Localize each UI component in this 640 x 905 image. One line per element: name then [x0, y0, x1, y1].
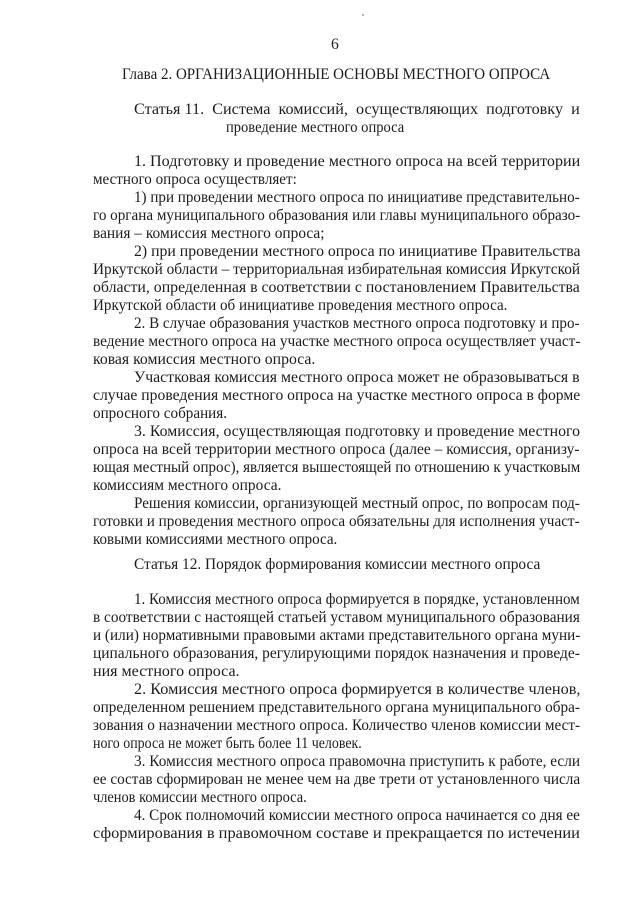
article-12-text-line: в соответствии с настоящей статьей уставом муниципального образования: [93, 609, 580, 626]
article-11-text-line: 2. В случае образования участков местного опроса подготовку и про-: [134, 315, 580, 332]
article-12-text-line: 4. Срок полномочий комиссии местного опроса начинается со дня ее: [134, 807, 580, 824]
article-12-text-line: ного опроса не может быть более 11 человек.: [93, 735, 362, 752]
article-12-text-line: зования о назначении местного опроса. Количество членов комиссии мест-: [93, 717, 581, 734]
article-12-text-line: 3. Комиссия местного опроса правомочна приступить к работе, если: [134, 753, 581, 770]
article-11-heading-line: проведение местного опроса: [226, 119, 405, 136]
article-11-text-line: 1) при проведении местного опроса по инициативе представительно-: [134, 189, 580, 206]
article-12-text-line: ципального образования, регулирующими порядок назначения и проведе-: [93, 645, 580, 662]
article-11-text-line: вания – комиссия местного опроса;: [93, 225, 325, 242]
article-11-text-line: готовки и проведения местного опроса обязательны для исполнения участ-: [93, 513, 580, 530]
page-number: 6: [331, 36, 339, 53]
article-11-text-line: области, определенная в соответствии с постановлением Правительства: [93, 279, 580, 296]
article-11-text-line: Участковая комиссия местного опроса может не образовываться в: [134, 369, 580, 386]
article-11-text-line: Решения комиссии, организующей местный опрос, по вопросам под-: [134, 495, 580, 512]
article-12-text-line: членов комиссии местного опроса.: [93, 789, 307, 806]
article-11-text-line: 2) при проведении местного опроса по инициативе Правительства: [134, 243, 581, 260]
article-11-text-line: 3. Комиссия, осуществляющая подготовку и проведение местного: [134, 423, 581, 440]
article-11-text-line: ковыми комиссиями местного опроса.: [93, 531, 338, 548]
article-12-text-line: ее состав сформирован не менее чем на две трети от установленного числа: [93, 771, 581, 788]
article-11-text-line: ковая комиссия местного опроса.: [93, 351, 316, 368]
article-11-text-line: Иркутской области – территориальная избирательная комиссия Иркутской: [93, 261, 581, 278]
chapter-title: Глава 2. ОРГАНИЗАЦИОННЫЕ ОСНОВЫ МЕСТНОГО ОПРОСА: [122, 66, 551, 83]
scan-speck: [362, 14, 364, 16]
article-11-text-line: опросного собрания.: [93, 405, 228, 422]
article-12-text-line: и (или) нормативными правовыми актами представительного органа муни-: [93, 627, 581, 644]
article-11-text-line: опроса на всей территории местного опроса (далее – комиссия, организу-: [93, 441, 580, 458]
article-11-text-line: Иркутской области об инициативе проведения местного опроса.: [93, 297, 508, 314]
article-11-heading-line: Статья 11. Система комиссий, осуществляющих подготовку и: [134, 101, 580, 118]
article-11-text-line: случае проведения местного опроса на участке местного опроса в форме: [93, 387, 581, 404]
article-11-text-line: ющая местный опрос), является вышестоящей по отношению к участковым: [93, 459, 581, 476]
article-11-text-line: местного опроса осуществляет:: [93, 171, 297, 188]
article-12-text-line: ния местного опроса.: [93, 663, 240, 680]
article-11-text-line: 1. Подготовку и проведение местного опроса на всей территории: [134, 153, 581, 170]
article-12-text-line: определенном решением представительного органа муниципального обра-: [93, 699, 580, 716]
article-11-text-line: комиссиям местного опроса.: [93, 477, 282, 494]
article-11-text-line: го органа муниципального образования или главы муниципального образо-: [93, 207, 581, 224]
article-12-text-line: 2. Комиссия местного опроса формируется в количестве членов,: [134, 681, 581, 698]
article-12-text-line: 1. Комиссия местного опроса формируется в порядке, установленном: [134, 591, 580, 608]
article-12-heading: Статья 12. Порядок формирования комиссии местного опроса: [134, 556, 541, 573]
article-11-text-line: ведение местного опроса на участке местного опроса осуществляет участ-: [93, 333, 581, 350]
article-12-text-line: сформирования в правомочном составе и прекращается по истечении: [93, 825, 580, 842]
